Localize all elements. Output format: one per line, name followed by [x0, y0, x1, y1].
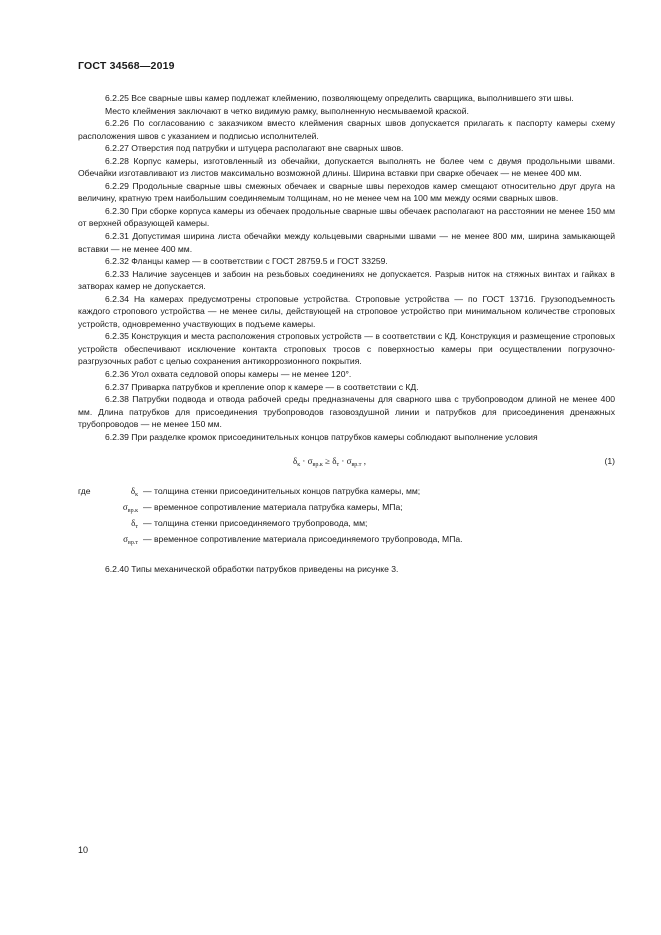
- paragraph-6-2-26: 6.2.26 По согласованию с заказчиком вместо клеймения сварных швов допускается прилагать к паспорту камеры схему расположения швов с указанием и подписью исполнителей.: [78, 118, 615, 141]
- formula-legend: [78, 485, 615, 549]
- legend-description: — толщина стенки присоединительных концов патрубка камеры, мм;: [143, 486, 421, 497]
- paragraph-6-2-31: 6.2.31 Допустимая ширина листа обечайки между кольцевыми сварными швами — не менее 800 мм, ширина замыкающей вставки — не менее 400 мм.: [78, 231, 615, 254]
- document-body: [78, 92, 615, 576]
- legend-symbol: $\delta_к$: [130, 486, 138, 499]
- paragraph-6-2-29: 6.2.29 Продольные сварные швы смежных обечаек и сварные швы переходов камер смещают относительно друг друга на величину, кратную трем наибольшим соединяемым толщинам, но не менее чем на 100 мм между осями сварных швов.: [78, 180, 615, 204]
- legend-symbol: $\sigma_{вр.к}$: [122, 502, 138, 515]
- legend-description: — временное сопротивление материала присоединяемого трубопровода, МПа.: [143, 534, 463, 545]
- legend-row: [78, 517, 615, 533]
- legend-symbol: $\delta_т$: [131, 518, 138, 531]
- legend-symbol: $\sigma_{вр.т}$: [123, 534, 138, 547]
- page-number: 10: [78, 845, 89, 855]
- document-header: ГОСТ 34568—2019: [78, 60, 175, 72]
- paragraph-6-2-39: 6.2.39 При разделке кромок присоединительных концов патрубков камеры соблюдают выполнение условия: [105, 431, 538, 442]
- formula-1: [78, 447, 615, 477]
- legend-row: [78, 501, 615, 517]
- formula-expression: $\delta_к \cdot \sigma_{вр.к} \ge \delta_т \cdot \sigma_{вр.т}$ ,: [293, 456, 366, 469]
- paragraph-6-2-30: 6.2.30 При сборке корпуса камеры из обечаек продольные сварные швы обечаек располагают на расстоянии не менее 150 мм от верхней образующей камеры.: [78, 205, 615, 229]
- paragraph-marking-place: Место клеймения заключают в четко видимую рамку, выполненную несмываемой краской.: [105, 105, 469, 116]
- paragraph-6-2-27: 6.2.27 Отверстия под патрубки и штуцера располагают вне сварных швов.: [105, 143, 404, 154]
- paragraph-6-2-37: 6.2.37 Приварка патрубков и крепление опор к камере — в соответствии с КД.: [105, 381, 419, 392]
- paragraph-6-2-35: 6.2.35 Конструкция и места расположения строповых устройств — в соответствии с КД. Конструкция и размещение строповых устройств обеспечивают исключение контакта строповых тросов с поверхностью камеры при осуществлении погрузочно-разгрузочных работ с целью сохранения антикоррозионного покрытия.: [78, 331, 615, 367]
- legend-description: — толщина стенки присоединяемого трубопровода, мм;: [143, 518, 368, 529]
- paragraph-6-2-38: 6.2.38 Патрубки подвода и отвода рабочей среды предназначены для сварного шва с трубопроводом длиной не менее 400 мм. Длина патрубков для присоединения трубопроводов газовоздушной линии и патрубков для присоединения дренажных трубопроводов — не менее 150 мм.: [78, 394, 615, 430]
- formula-number: (1): [604, 456, 615, 467]
- paragraph-6-2-33: 6.2.33 Наличие заусенцев и забоин на резьбовых соединениях не допускается. Разрыв ниток на стяжных винтах и гайках в затворах камер не допускается.: [78, 268, 615, 292]
- paragraph-6-2-40: 6.2.40 Типы механической обработки патрубков приведены на рисунке 3.: [105, 564, 399, 575]
- paragraph-6-2-32: 6.2.32 Фланцы камер — в соответствии с ГОСТ 28759.5 и ГОСТ 33259.: [105, 256, 388, 267]
- legend-row: [78, 485, 615, 501]
- legend-row: [78, 533, 615, 549]
- paragraph-6-2-34: 6.2.34 На камерах предусмотрены строповые устройства. Строповые устройства — по ГОСТ 13716. Грузоподъемность каждого стропового устройства — не менее силы, действующей на строповое устройство при минимальном количестве строповых устройств, одновременно участвующих в подъеме камеры.: [78, 293, 615, 329]
- legend-description: — временное сопротивление материала патрубка камеры, МПа;: [143, 502, 403, 513]
- legend-where: где: [78, 486, 91, 497]
- paragraph-6-2-28: 6.2.28 Корпус камеры, изготовленный из обечайки, допускается выполнять не более чем с двумя продольными швами. Обечайки изготавливают из листов максимально возможной длины. Ширина вставки при сварке обечаек — не менее 400 мм.: [78, 155, 615, 179]
- paragraph-6-2-25: 6.2.25 Все сварные швы камер подлежат клеймению, позволяющему определить сварщика, выполнившего эти швы.: [105, 93, 574, 103]
- paragraph-6-2-36: 6.2.36 Угол охвата седловой опоры камеры — не менее 120°.: [105, 369, 352, 380]
